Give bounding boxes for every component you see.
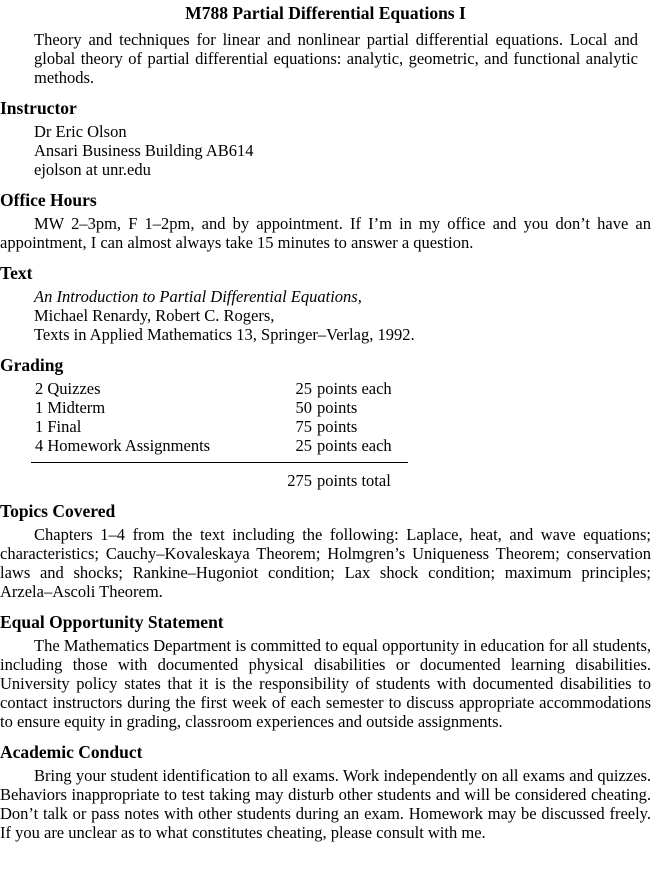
grading-row-homework	[31, 436, 408, 455]
grading-row-midterm	[31, 398, 408, 417]
grading-points	[287, 436, 408, 455]
grading-total-row	[31, 463, 408, 490]
grading-item: 4 Homework Assignments	[35, 436, 211, 455]
topics-heading: Topics Covered	[0, 501, 116, 521]
grading-item: 1 Midterm	[35, 398, 106, 417]
grading-table	[31, 379, 408, 490]
section-office-hours	[0, 191, 651, 252]
textbook-authors: Michael Renardy, Robert C. Rogers,	[34, 306, 275, 325]
grading-points	[287, 417, 408, 436]
points-unit: points each	[317, 379, 392, 398]
grading-item: 1 Final	[35, 417, 82, 436]
grading-row-quizzes	[31, 379, 408, 398]
equal-opportunity-text: The Mathematics Department is committed to equal opportunity in education for all students, including those with documented physical disabilities or documented learning disabilities. University policy states that it is the responsibility of students with documented disabilities to contact instructors during the first week of each semester to discuss appropriate accommodations to ensure equity in grading, classroom experiences and outside assignments.	[0, 636, 651, 731]
course-description: Theory and techniques for linear and nonlinear partial differential equations. Local and global theory of partial differential equations: analytic, geometric, and functional analytic methods.	[34, 30, 638, 87]
grading-item: 2 Quizzes	[35, 379, 101, 398]
grading-total	[287, 463, 408, 490]
office-hours-text: MW 2–3pm, F 1–2pm, and by appointment. If I’m in my office and you don’t have an appointment, I can almost always take 15 minutes to answer a question.	[0, 214, 651, 252]
grading-points	[287, 398, 408, 417]
office-hours-heading: Office Hours	[0, 190, 97, 210]
points-unit: points	[317, 417, 358, 436]
instructor-heading: Instructor	[0, 98, 77, 118]
total-points-unit: points total	[317, 471, 391, 490]
textbook-title: An Introduction to Partial Differential Equations,	[34, 287, 362, 306]
text-heading: Text	[0, 263, 33, 283]
instructor-name: Dr Eric Olson	[34, 122, 127, 141]
section-grading	[0, 356, 651, 490]
grading-rule-row	[31, 455, 408, 463]
grading-heading: Grading	[0, 355, 64, 375]
points-unit: points	[317, 398, 358, 417]
points-value: 75	[295, 417, 312, 436]
section-instructor	[0, 99, 651, 179]
grading-row-final	[31, 417, 408, 436]
academic-conduct-text: Bring your student identification to all exams. Work independently on all exams and quizzes. Behaviors inappropriate to test taking may disturb other students and will be considered cheating. Don’t talk or pass notes with other students during an exam. Homework may be discussed freely. If you are unclear as to what constitutes cheating, please consult with me.	[0, 766, 651, 842]
textbook-series: Texts in Applied Mathematics 13, Springer–Verlag, 1992.	[34, 325, 415, 344]
section-equal-opportunity	[0, 613, 651, 731]
academic-conduct-heading: Academic Conduct	[0, 742, 143, 762]
points-value: 25	[295, 379, 312, 398]
equal-opportunity-heading: Equal Opportunity Statement	[0, 612, 224, 632]
topics-text: Chapters 1–4 from the text including the following: Laplace, heat, and wave equations; characteristics; Cauchy–Kovaleskaya Theorem; Holmgren’s Uniqueness Theorem; conservation laws and shocks; Rankine–Hugoniot condition; Lax shock condition; maximum principles; Arzela–Ascoli Theorem.	[0, 525, 651, 601]
points-value: 25	[295, 436, 312, 455]
section-text	[0, 264, 651, 344]
instructor-office-location: Ansari Business Building AB614	[34, 141, 254, 160]
points-value: 50	[295, 398, 312, 417]
instructor-details	[34, 122, 651, 179]
total-points-value: 275	[287, 471, 312, 490]
grading-points	[287, 379, 408, 398]
section-academic-conduct	[0, 743, 651, 842]
page-title: M788 Partial Differential Equations I	[185, 3, 466, 23]
instructor-email: ejolson at unr.edu	[34, 160, 151, 179]
section-topics-covered	[0, 502, 651, 601]
textbook-details	[34, 287, 651, 344]
points-unit: points each	[317, 436, 392, 455]
